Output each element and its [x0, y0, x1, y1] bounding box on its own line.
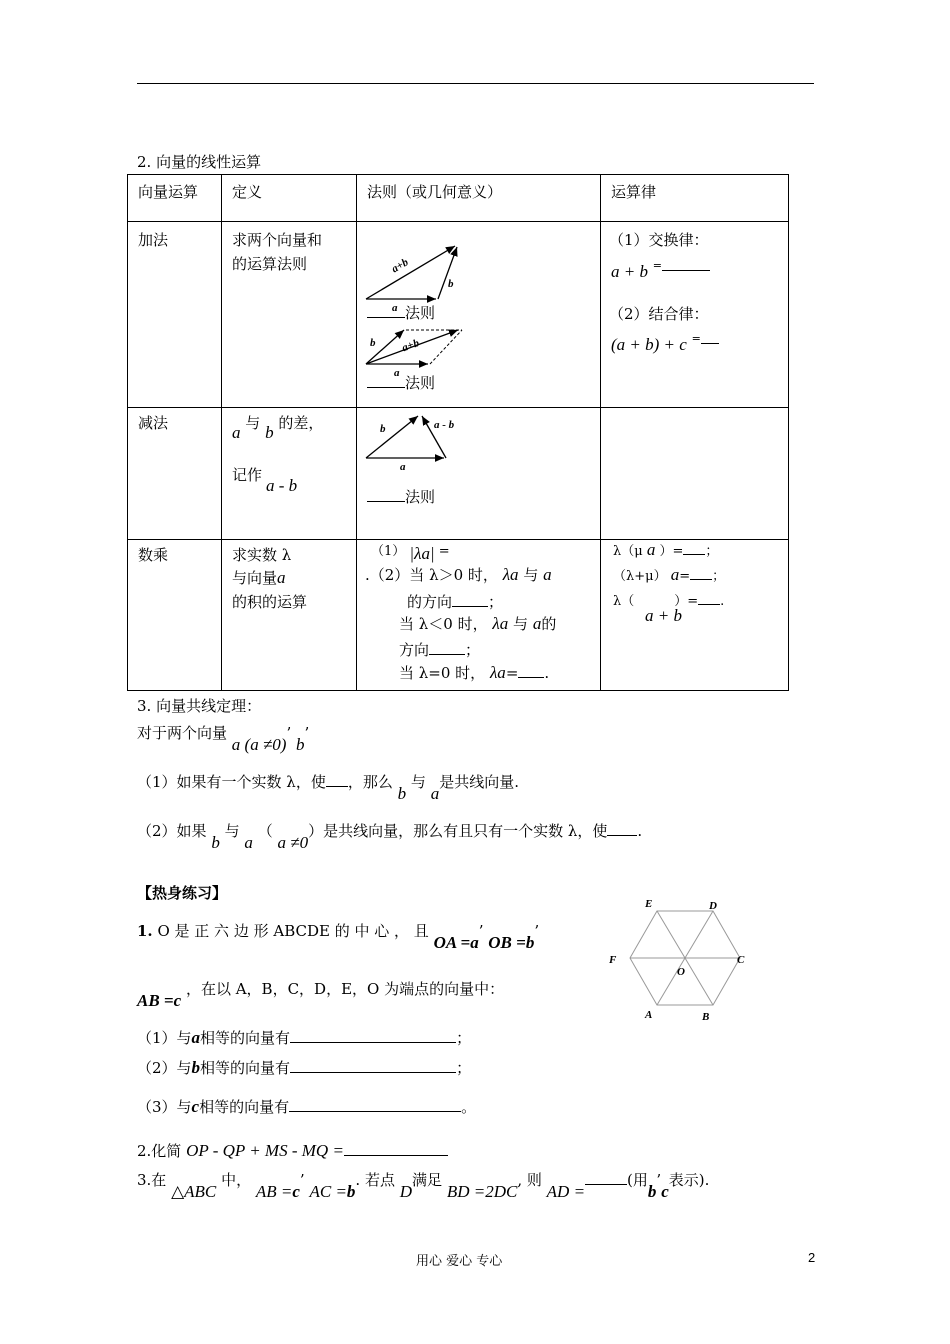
subtraction-def — [232, 412, 324, 442]
scalar-law2 — [613, 565, 725, 585]
q1-sub1-pre: （1）与 — [137, 1029, 192, 1047]
expr-a-plus-b: a + b — [611, 262, 648, 281]
text-yu-3: 与 — [513, 615, 529, 633]
s3-item1-b: b — [397, 784, 407, 803]
q1-sub1-end: ； — [456, 1029, 472, 1047]
q3 — [137, 1169, 710, 1201]
rule3: 法则 — [367, 486, 435, 507]
scalar-def-line3: 的积的运算 — [232, 593, 308, 611]
label-b-2: b — [370, 337, 376, 349]
text-law1-end: ； — [705, 544, 719, 559]
linear-operations-table — [127, 174, 789, 691]
s3-comma1: ’ — [286, 724, 292, 742]
eq-sign: = — [652, 259, 662, 272]
q3-yong: (用 — [627, 1171, 648, 1189]
label-b: b — [448, 278, 454, 290]
vertex-D: D — [709, 900, 717, 912]
var-a-5: a — [646, 540, 656, 559]
vertex-F: F — [609, 954, 617, 966]
s3-item1 — [137, 771, 519, 803]
s3-line1 — [137, 722, 310, 754]
s3-item2-b: b — [211, 833, 220, 852]
s3-item2-a: a — [244, 833, 253, 852]
q1-sub1-post: 相等的向量有 — [200, 1029, 291, 1047]
text-law3-post: ）= — [674, 594, 699, 609]
text-diff: 的差， — [278, 414, 324, 432]
text-end-2: ； — [465, 641, 481, 659]
expr-la: λa — [502, 565, 519, 584]
vertex-O: O — [677, 966, 685, 978]
vertex-B: B — [702, 1011, 710, 1023]
op-addition: 加法 — [138, 231, 169, 249]
s3-line1-expr: a (a ≠0) — [231, 735, 287, 754]
q1-comma1: ’ — [478, 922, 484, 940]
q1-ab: AB =c — [137, 991, 182, 1010]
s3-item2-pre: （2）如果 — [137, 822, 207, 840]
var-a-2: a — [277, 568, 286, 587]
vertex-E: E — [645, 898, 653, 910]
scalar-rule2 — [365, 564, 552, 585]
text-r2: .（2）当 λ＞0 时， — [365, 566, 498, 584]
text-law1-pre: λ（μ — [613, 544, 643, 559]
q1-sub2-end: ； — [456, 1059, 472, 1077]
q2-pre: 2.化简 — [137, 1142, 182, 1160]
law-commutative-label: （1）交换律： — [609, 231, 709, 249]
q1-sub3-pre: （3）与 — [137, 1098, 192, 1116]
text-law3-pre: λ（ — [613, 594, 635, 609]
text-yu-2: 与 — [523, 566, 539, 584]
text-law1-post: ）= — [659, 544, 684, 559]
addition-def-line1: 求两个向量和 — [232, 231, 323, 249]
label-a-2: a — [394, 367, 400, 379]
text-law2-post: = — [679, 569, 691, 584]
q3-d: D — [399, 1182, 413, 1201]
law-commutative — [611, 259, 710, 282]
text-direction: 的方向 — [407, 593, 453, 611]
var-a-6: a — [670, 565, 680, 584]
subtraction-jizuo: 记作 — [232, 466, 263, 484]
expr-abs-la: |λa| — [409, 544, 435, 563]
q3-ruo: . 若点 — [355, 1171, 395, 1189]
q1-oa: OA =a — [433, 933, 479, 952]
label-a-minus-b: a - b — [434, 419, 455, 431]
addition-def-line2: 的运算法则 — [232, 255, 308, 273]
parallelogram-rule-diagram — [362, 324, 472, 379]
q3-ac: AC = — [309, 1182, 347, 1201]
scalar-def-line2 — [232, 567, 286, 588]
q3-comma2: ’ — [656, 1171, 662, 1189]
label-a-plus-b: a+b — [389, 256, 411, 276]
label-b-3: b — [380, 423, 386, 435]
q1-sub1 — [137, 1027, 471, 1048]
rule2: 法则 — [367, 372, 435, 393]
scalar-rule4 — [399, 613, 556, 634]
s3-item2-post: ）是共线向量，那么有且只有一个实数 λ，使 — [308, 822, 608, 840]
q1-sub3 — [137, 1096, 476, 1117]
header-laws: 运算律 — [611, 183, 657, 201]
expr-la-3: λa — [489, 663, 506, 682]
q3-zhong: 中， — [221, 1171, 252, 1189]
section3-title: 3. 向量共线定理： — [137, 697, 262, 715]
scalar-rule1 — [371, 540, 450, 563]
q1-sub2-v: b — [191, 1058, 201, 1077]
hexagon-diagram — [605, 893, 775, 1023]
q1-line2 — [137, 978, 505, 1010]
q1-text: O 是 正 六 边 形 ABCDE 的 中 心 ， 且 — [157, 922, 429, 940]
s3-var-b: b — [296, 735, 305, 754]
op-scalar: 数乘 — [138, 546, 169, 564]
s3-item1-pre: （1）如果有一个实数 λ，使 — [137, 773, 326, 791]
text-de: 的 — [541, 615, 557, 633]
q3-man: 满足 — [412, 1171, 443, 1189]
s3-item1-yu: 与 — [410, 773, 426, 791]
header-definition: 定义 — [232, 183, 263, 201]
rule1: 法则 — [367, 302, 435, 323]
text-r6: 当 λ=0 时， — [399, 664, 486, 682]
s3-item2-yu: 与 — [224, 822, 240, 840]
text-yu: 与 — [245, 414, 261, 432]
scalar-def-line1: 求实数 λ — [232, 546, 292, 564]
q1-line1 — [137, 920, 540, 952]
eq-r1: = — [438, 544, 450, 559]
text-direction-2: 方向 — [399, 641, 430, 659]
q1-sub3-post: 相等的向量有 — [199, 1098, 290, 1116]
expr-assoc: (a + b) + c — [611, 335, 687, 354]
scalar-law1 — [613, 540, 718, 560]
text-end: ； — [488, 593, 504, 611]
q2-expr: OP - QP + MS - MQ = — [186, 1141, 344, 1160]
text-law2-end: ； — [712, 569, 726, 584]
op-subtraction: 减法 — [138, 414, 169, 432]
q1-num: 1. — [137, 922, 153, 940]
header-rule: 法则（或几何意义） — [367, 183, 503, 201]
text-vector: 与向量 — [232, 569, 278, 587]
s3-item2-end: . — [637, 822, 643, 840]
q3-comma1: ’ — [299, 1171, 305, 1189]
text-law3-end: . — [720, 594, 725, 609]
s3-item2 — [137, 820, 643, 852]
var-b: b — [265, 423, 274, 442]
q3-c: c — [292, 1182, 300, 1201]
s3-item2-paren: （ — [257, 822, 273, 840]
var-a: a — [232, 423, 241, 442]
subtraction-rule-diagram — [362, 408, 472, 472]
q1-sub3-v: c — [191, 1097, 200, 1116]
s3-comma2: ’ — [304, 724, 310, 742]
q3-ad: AD = — [546, 1182, 586, 1201]
q3-bd: BD =2DC — [446, 1182, 518, 1201]
s3-line1-pre: 对于两个向量 — [137, 724, 228, 742]
q3-end: 表示). — [668, 1171, 710, 1189]
q3-ab: AB = — [255, 1182, 293, 1201]
scalar-rule5 — [399, 639, 480, 660]
q3-ze: , 则 — [517, 1171, 542, 1189]
var-a-4: a — [532, 614, 542, 633]
q2 — [137, 1140, 448, 1161]
footer: 用心 爱心 专心 — [416, 1254, 503, 1269]
q3-cv: c — [661, 1182, 669, 1201]
s3-item1-mid: ，那么 — [347, 773, 393, 791]
q1-text2: ，在以 A，B，C，D，E，O 为端点的向量中： — [185, 980, 505, 998]
header-operation: 向量运算 — [138, 183, 199, 201]
header-rule — [137, 83, 814, 84]
label-a-3: a — [400, 461, 406, 473]
text-end-3: . — [544, 664, 550, 682]
s3-item1-post: 是共线向量. — [439, 773, 519, 791]
q1-sub2-pre: （2）与 — [137, 1059, 192, 1077]
vertex-C: C — [737, 954, 745, 966]
s3-item1-a: a — [430, 784, 440, 803]
q1-sub2 — [137, 1057, 471, 1078]
q1-sub2-post: 相等的向量有 — [200, 1059, 291, 1077]
scalar-rule3 — [407, 591, 503, 612]
subtraction-expr: a - b — [266, 476, 298, 495]
q1-ob: OB =b — [488, 933, 535, 952]
eq-sign-2: = — [691, 332, 701, 345]
q1-sub3-end: 。 — [461, 1098, 477, 1116]
text-r4: 当 λ＜0 时， — [399, 615, 488, 633]
q3-pre: 3.在 — [137, 1171, 167, 1189]
expr-la-2: λa — [492, 614, 509, 633]
label-a: a — [392, 302, 398, 314]
page-number: 2 — [808, 1250, 816, 1265]
q1-sub1-v: a — [191, 1028, 201, 1047]
q3-bv: b — [647, 1182, 657, 1201]
scalar-rule6 — [399, 662, 549, 683]
scalar-law3-expr: a + b — [645, 606, 682, 625]
var-a-3: a — [543, 565, 552, 584]
law-associative — [611, 332, 719, 355]
q3-b: b — [346, 1182, 356, 1201]
law-associative-label: （2）结合律： — [609, 305, 709, 323]
vertex-A: A — [645, 1009, 653, 1021]
label-a-plus-b-2: a+b — [400, 337, 421, 355]
text-r1: （1） — [371, 544, 406, 559]
eq-r6: = — [505, 664, 519, 682]
q3-tri: △ABC — [171, 1182, 217, 1201]
warmup-title: 【热身练习】 — [137, 884, 228, 902]
q1-comma2: ’ — [534, 922, 540, 940]
s3-item2-cond: a ≠0 — [277, 833, 309, 852]
section2-title: 2. 向量的线性运算 — [137, 153, 262, 171]
text-law2-pre: （λ+μ） — [613, 569, 667, 584]
